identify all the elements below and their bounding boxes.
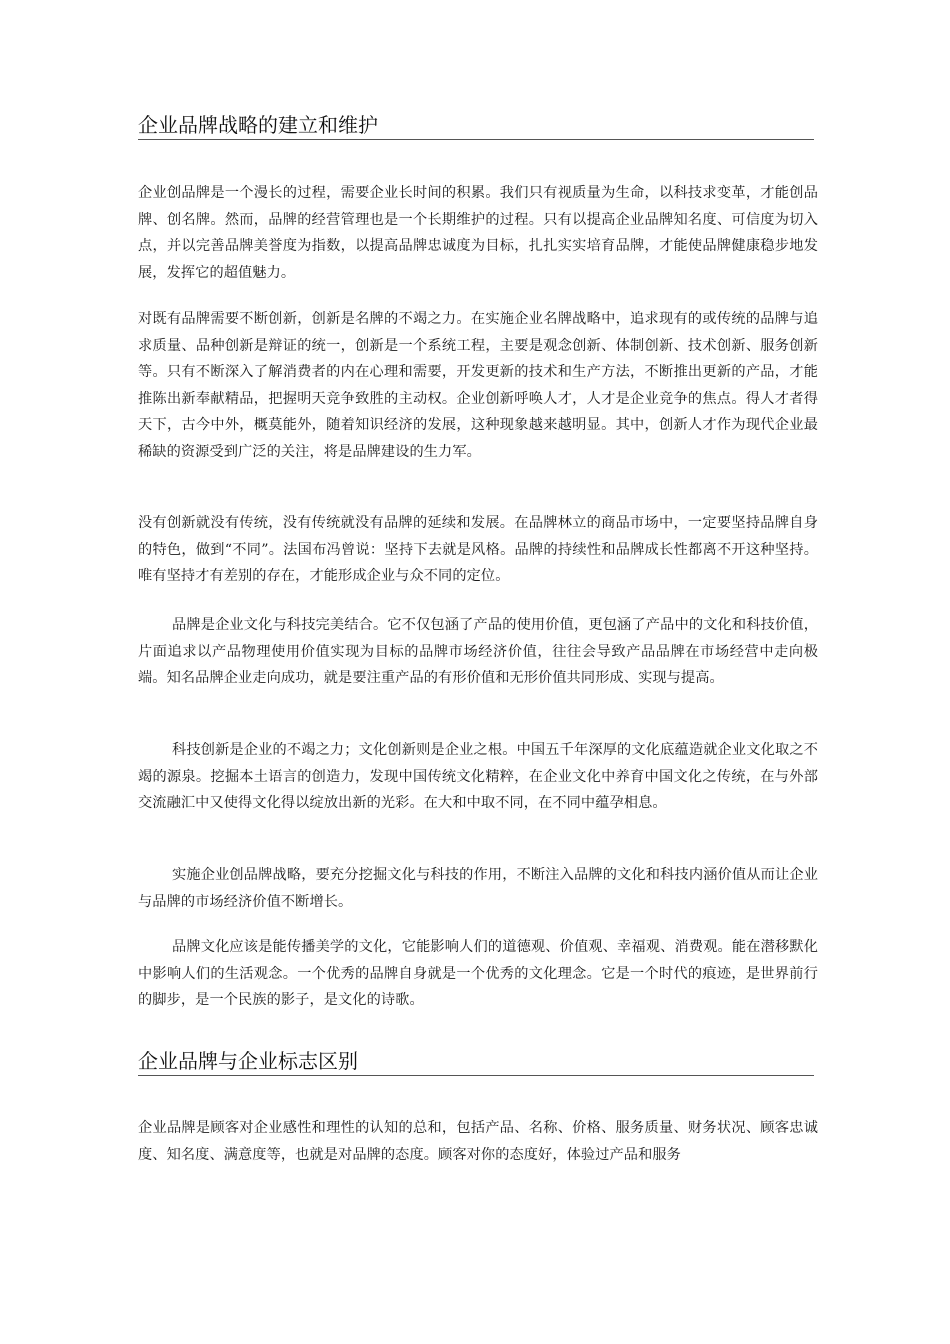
paragraph: 企业创品牌是一个漫长的过程，需要企业长时间的积累。我们只有视质量为生命，以科技求变革，才能创品牌、创名牌。然而，品牌的经营管理也是一个长期维护的过程。只有以提高企业品牌知名度、可信度为切入点，并以完善品牌美誉度为指数，以提高品牌忠诚度为目标，扎扎实实培育品牌，才能使品牌健康稳步地发展，发挥它的超值魅力。 — [138, 185, 818, 281]
section-title-brand-strategy: 企业品牌战略的建立和维护 — [138, 112, 814, 140]
paragraph: 没有创新就没有传统，没有传统就没有品牌的延续和发展。在品牌林立的商品市场中，一定要坚持品牌自身的特色，做到“不同”。法国布冯曾说：坚持下去就是风格。品牌的持续性和品牌成长性都离不开这种坚持。唯有坚持才有差别的存在，才能形成企业与众不同的定位。 — [138, 515, 818, 584]
paragraph: 科技创新是企业的不竭之力；文化创新则是企业之根。中国五千年深厚的文化底蕴造就企业文化取之不竭的源泉。挖掘本土语言的创造力，发现中国传统文化精粹，在企业文化中养育中国文化之传统，在与外部交流融汇中又使得文化得以绽放出新的光彩。在大和中取不同，在不同中蕴孕相息。 — [138, 742, 818, 811]
paragraph: 企业品牌是顾客对企业感性和理性的认知的总和，包括产品、名称、价格、服务质量、财务状况、顾客忠诚度、知名度、满意度等，也就是对品牌的态度。顾客对你的态度好，体验过产品和服务 — [138, 1120, 818, 1163]
paragraph: 实施企业创品牌战略，要充分挖掘文化与科技的作用，不断注入品牌的文化和科技内涵价值从而让企业与品牌的市场经济价值不断增长。 — [138, 867, 818, 910]
paragraph: 品牌是企业文化与科技完美结合。它不仅包涵了产品的使用价值，更包涵了产品中的文化和科技价值，片面追求以产品物理使用价值实现为目标的品牌市场经济价值，往往会导致产品品牌在市场经营中走向极端。知名品牌企业走向成功，就是要注重产品的有形价值和无形价值共同形成、实现与提高。 — [138, 617, 818, 686]
paragraph: 对既有品牌需要不断创新，创新是名牌的不竭之力。在实施企业名牌战略中，追求现有的或传统的品牌与追求质量、品种创新是辩证的统一，创新是一个系统工程，主要是观念创新、体制创新、技术创新、服务创新等。只有不断深入了解消费者的内在心理和需要，开发更新的技术和生产方法，不断推出更新的产品，才能推陈出新奉献精品，把握明天竞争致胜的主动权。企业创新呼唤人才，人才是企业竞争的焦点。得人才者得天下，古今中外，概莫能外，随着知识经济的发展，这种现象越来越明显。其中，创新人才作为现代企业最稀缺的资源受到广泛的关注，将是品牌建设的生力军。 — [138, 311, 818, 460]
paragraph: 品牌文化应该是能传播美学的文化，它能影响人们的道德观、价值观、幸福观、消费观。能在潜移默化中影响人们的生活观念。一个优秀的品牌自身就是一个优秀的文化理念。它是一个时代的痕迹，是世界前行的脚步，是一个民族的影子，是文化的诗歌。 — [138, 939, 818, 1008]
section-title-brand-vs-logo: 企业品牌与企业标志区别 — [138, 1048, 814, 1076]
